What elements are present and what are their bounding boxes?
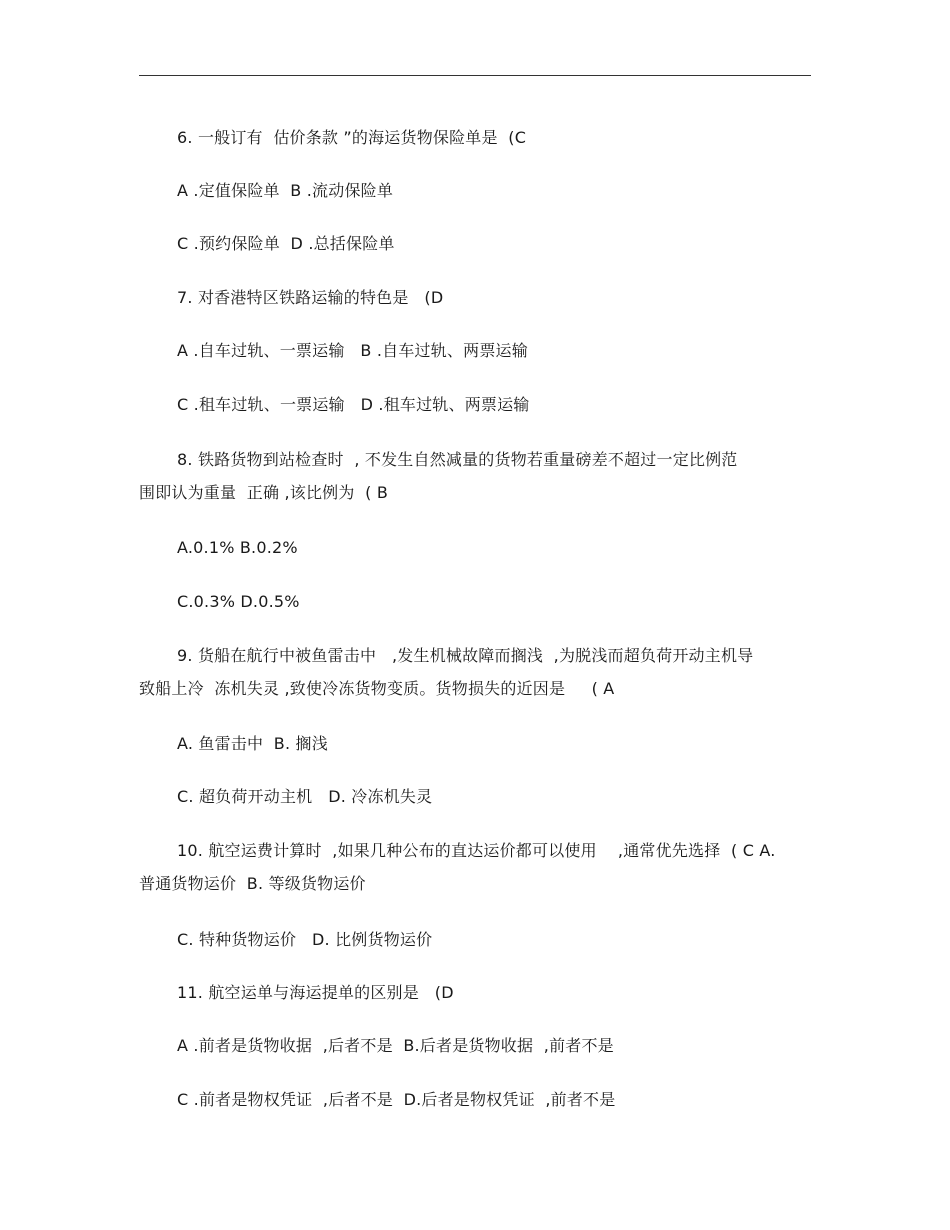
question-8-text-line2: 围即认为重量 正确 ,该比例为 ( B — [139, 483, 389, 502]
question-8-text-line1: 8. 铁路货物到站检查时 , 不发生自然减量的货物若重量磅差不超过一定比例范 — [177, 450, 738, 469]
question-10-text-line2: 普通货物运价 B. 等级货物运价 — [139, 874, 366, 893]
question-11-options-ab: A .前者是货物收据 ,后者不是 B.后者是货物收据 ,前者不是 — [177, 1036, 614, 1055]
question-8-options-ab: A.0.1% B.0.2% — [177, 538, 298, 557]
question-7-text: 7. 对香港特区铁路运输的特色是 (D — [177, 288, 444, 307]
question-11-options-cd: C .前者是物权凭证 ,后者不是 D.后者是物权凭证 ,前者不是 — [177, 1090, 616, 1109]
question-10-text-line1: 10. 航空运费计算时 ,如果几种公布的直达运价都可以使用 ,通常优先选择 ( C A. — [177, 841, 776, 860]
question-6-options-ab: A .定值保险单 B .流动保险单 — [177, 181, 394, 200]
header-rule — [139, 75, 811, 76]
question-6-options-cd: C .预约保险单 D .总括保险单 — [177, 234, 395, 253]
question-9-text-line2: 致船上冷 冻机失灵 ,致使冷冻货物变质。货物损失的近因是 ( A — [139, 679, 615, 698]
question-9-options-cd: C. 超负荷开动主机 D. 冷冻机失灵 — [177, 787, 433, 806]
question-10-options-cd: C. 特种货物运价 D. 比例货物运价 — [177, 930, 433, 949]
question-7-options-cd: C .租车过轨、一票运输 D .租车过轨、两票运输 — [177, 395, 530, 414]
question-9-options-ab: A. 鱼雷击中 B. 搁浅 — [177, 734, 328, 753]
question-7-options-ab: A .自车过轨、一票运输 B .自车过轨、两票运输 — [177, 341, 528, 360]
question-8-options-cd: C.0.3% D.0.5% — [177, 592, 300, 611]
question-11-text: 11. 航空运单与海运提单的区别是 (D — [177, 983, 454, 1002]
question-9-text-line1: 9. 货船在航行中被鱼雷击中 ,发生机械故障而搁浅 ,为脱浅而超负荷开动主机导 — [177, 646, 754, 665]
question-6-text: 6. 一般订有 估价条款 ”的海运货物保险单是 (C — [177, 128, 527, 147]
